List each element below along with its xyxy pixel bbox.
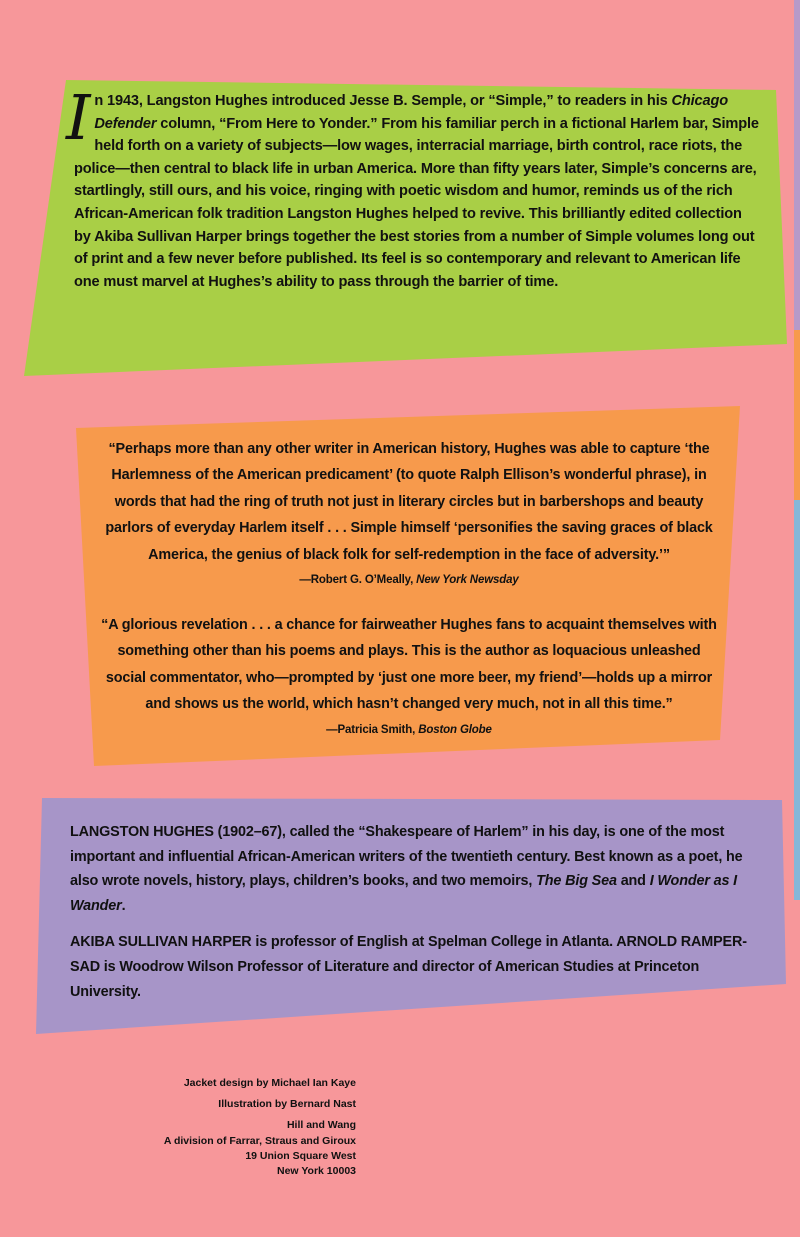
- review-source-2: Boston Globe: [418, 723, 492, 736]
- publisher-name: Hill and Wang: [286, 1119, 356, 1132]
- review-attribution-2: [98, 720, 720, 740]
- review-attribution-1: [98, 570, 720, 590]
- edge-stripe-blue: [794, 500, 800, 900]
- edge-stripe-orange: [794, 330, 800, 500]
- intro-text-part-2: column, “From Here to Yonder.” From his familiar perch in a fictional Harlem bar, Simple held forth on a variety of subjects—low wages, interracial marriage, birth control, race riots, the police—then central to black life in urban America. More than fifty years later, Simple’s concerns are, startlingly, still ours, and his voice, ringing with poetic wisdom and humor, reminds us of the rich African-American folk tradition Langston Hughes helped to revive. This brilliantly edited collection by Akiba Sullivan Harper brings together the best stories from a number of Simple volumes long out of print and a few never before published. Its feel is so contemporary and relevant to American life one must marvel at Hughes’s ability to pass through the barrier of time.: [74, 115, 759, 290]
- column-name: Chicago Defender: [94, 93, 729, 132]
- jacket-design-credit: Jacket design by Michael Ian Kaye: [183, 1077, 356, 1089]
- editors-bio: AKIBA SULLIVAN HARPER is professor of English at Spelman College in Atlanta. ARNOLD RAMPER-SAD is Woodrow Wilson Professor of Literature and director of American Studies at Princeton University.: [70, 934, 747, 1000]
- review-quote-2: “A glorious revelation . . . a chance for fairweather Hughes fans to acquaint themselves with something other than his poems and plays. This is the author as loquacious unleashed social commentator, who—prompted by ‘just one more beer, my friend’—holds up a mirror and shows us the world, which hasn’t changed very much, not in all this time.”: [101, 617, 717, 713]
- bios-panel: [36, 798, 788, 1036]
- drop-cap: I: [66, 81, 91, 154]
- review-source-1: New York Newsday: [416, 574, 519, 587]
- author-bio-text: LANGSTON HUGHES (1902–67), called the “Shakespeare of Harlem” in his day, is one of the most important and influential African-American writers of the twentieth century. Best known as a poet, he also wrote novels, history, plays, children’s books, and two memoirs,: [70, 824, 743, 890]
- author-bio-period: .: [121, 897, 126, 914]
- illustration-credit: Illustration by Bernard Nast: [218, 1098, 356, 1111]
- author-bio: [70, 820, 762, 918]
- edge-stripe-purple: [794, 0, 800, 330]
- publisher-division: A division of Farrar, Straus and Giroux: [163, 1134, 356, 1147]
- reviews-panel: [76, 406, 742, 768]
- intro-panel: [24, 76, 790, 378]
- publisher-city: New York 10003: [277, 1165, 356, 1178]
- intro-text-part-1: n 1943, Langston Hughes introduced Jesse B. Semple, or “Simple,” to readers in his: [94, 93, 672, 109]
- author-bio-and: and: [616, 873, 650, 890]
- credits-block: [110, 1076, 356, 1179]
- memoir-title-1: The Big Sea: [536, 873, 617, 890]
- publisher-street: 19 Union Square West: [245, 1149, 356, 1162]
- review-author-1: —Robert G. O’Meally,: [299, 574, 417, 587]
- review-quote-1: “Perhaps more than any other writer in American history, Hughes was able to capture ‘the Harlemness of the American predicament’ (to quote Ralph Ellison’s wonderful phrase), in words that had the ring of truth not just in literary circles but in barbershops and beauty parlors of everyday Harlem itself . . . Simple himself ‘personifies the saving graces of black America, the genius of black folk for self-redemption in the face of adversity.’”: [105, 441, 713, 563]
- review-author-2: —Patricia Smith,: [326, 723, 419, 736]
- intro-text: [24, 76, 790, 293]
- memoir-title-2: I Wonder as I Wander: [70, 873, 738, 914]
